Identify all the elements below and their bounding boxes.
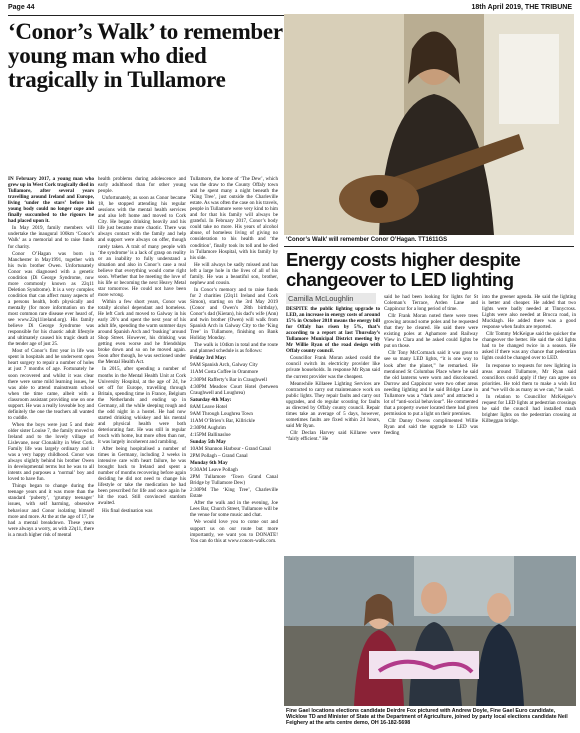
story1-paragraph: Most of Conor’s first year in life was spent in hospitals and he underwent open heart surgery to repair a number of holes at just 7 months of age. Fortunately he soon recovered and whilst it was clear there were some mild learning issues, he was able to attend mainstream school when the time came, albeit with a classroom assistant providing one on one support. He was a really loveable boy and definitely the one the teachers all wanted to cuddle. [8, 348, 94, 421]
story2-column-2 [384, 294, 478, 554]
schedule-item: 2:30PM Rafferty’s Bar in Craughwell [190, 376, 267, 383]
schedule-day: Sunday 5th May [190, 438, 226, 445]
candidates-photo-caption: Fine Gael locations elections candidate Deirdre Fox pictured with Andrew Doyle, Fine Gael Euro candidate, Wicklow TD and Minister of State at the Department of Agriculture, joined by party local elections candidate Neil Feighery at the arts centre demo, OH 16-182-5698 [286, 708, 568, 727]
story1-paragraph: Things began to change during the teenage years and it was more than the standard ‘puberty’, ‘grumpy teenager’ issues, with self harming, obsessive behaviour and Conor isolating himself more and more. At the at the age of 17, he had a mental breakdown. These years were always a worry, as with 22q11, there is a much higher risk of mental [8, 483, 94, 538]
story2-paragraph: Cllr Tony McCormack said it was great to see so many LED lights, “it is one way to look after the planet,” he remarked. He mentioned St Columbas Place where he said the old lanterns were worn and discoloured. Durrow and Cappincur were two other areas needing lighting and he said Bridge Lane in Tullamore was a “dark area” and attracted a lot of “anti-social behaviour”. He commented that a property owner located there had given permission to put a light on their premises. [384, 350, 478, 417]
story2-paragraph: In response to requests for new lighting in areas around Tullamore, Mr Ryan said councillors could apply if they can agree on priorities. He told them to make a wish list and “we will do as many as we can,” he said. [482, 362, 576, 393]
schedule-item: 9AM Through Loughrea Town [190, 410, 253, 417]
page-number: Page 44 [8, 4, 35, 11]
schedule-item: 9:30AM Leave Pollagh [190, 467, 238, 474]
schedule-item: 11AM Costa Coffee in Oranmore [190, 369, 259, 376]
story1-paragraph: Conor O’Hagan was born in Manchester in May1991, together with his twin brother Owen. Unfortunately Conor was diagnosed with a genetic condition (Di George Syndrome, now more commonly known as 22q11 Deletion Syndrome). It is a very complex condition that can affect many aspects of a persons health, both physically and mentally (for more information on the most common rare disease ever heard of, see www.22q11ireland.org). His family believe Di George Syndrome was responsible for his chaotic adult lifestyle and ultimately caused his tragic death at the tender age of just 25. [8, 250, 94, 348]
story1-paragraph: The walk is 104km in total and the route and planned schedule is as follows: [190, 342, 278, 355]
story1-paragraph: In 2015, after spending a number of months in the Mental Health Unit at Cork University Hospital, at the age of 24, he set off for Europe, travelling through Britain, spending time in France, Belgium the Netherlands and ending up in Germany, all the while sleeping rough and the odd night in a hostel. He had now started drinking whiskey and his mental and physical health were both deteriorating fast. He was still in regular touch with home, but more often than not, it was largely incoherent and rambling. [98, 366, 186, 446]
story2-byline: Camilla McLoughlin [286, 293, 376, 304]
schedule-item: 2:30PM The ‘King Tree’, Charleville Estate [190, 487, 278, 500]
schedule-day: Friday 3rd May: [190, 355, 227, 362]
story1-paragraph: We would love you to come out and support us on our route but more importantly, we want you to DONATE! You can do this at www.conors-walk.com. [190, 519, 278, 544]
story1-paragraph: His final destination was [102, 507, 153, 514]
story2-paragraph: Cllr Tommy McKeigue said the quicker the changeover the better. He said the old lights had to be changed twice in a season. He asked if there was any chance that pedestrian lights could be changed over to LED. [482, 331, 576, 362]
conor-photo-caption: ‘Conor’s Walk’ will remember Conor O’Hagan. TT1611GS [286, 237, 448, 243]
schedule-item: 4:15PM Ballinasloe [190, 431, 231, 438]
schedule-item: 2PM Pollagh – Grand Canal [190, 453, 248, 460]
story2-paragraph: In relation to Councillor McKeigue’s request for LED lights at pedestrian crossings he said the council had installed mash brighter lights on the pedestrian crossing at Kilbeggan bridge. [482, 393, 576, 424]
story2-column-1 [286, 306, 380, 554]
story2-paragraph: Meanwhile Killaeee Lighting Services are contracted to carry out maintenance work on public lights. They repair faults and carry out upgrades, and do regular scouting for faults as directed by Offaly county council. Repair times take an average of 5 days, however, sometimes faults are fixed within 24 hours, said Mr Ryan. [286, 380, 380, 429]
schedule-item: 10AM Shannon Harbour - Grand Canal [190, 445, 271, 452]
story2-paragraph: Councillor Frank Moran asked could the council switch its electricity provider like private households. In response Mr Ryan said the current provider was the cheapest. [286, 355, 380, 380]
story1-paragraph: He will always be sadly missed and has left a large hole in the lives of all of his family. He was a beautiful son, brother, nephew and cousin. [190, 261, 278, 286]
story1-paragraph: Within a few short years, Conor was totally alcohol dependant and homeless. He left Cork and moved to Galway in his early 20’s and spent the next year of his adult life, spending the warm summer days around Spanish Arch and ‘busking’ around Shop Street. However, his drinking was getting even worse and he friendships broke down and so on he moved again. Soon after though, he was sectioned under the Mental Health Act. [98, 298, 186, 366]
schedule-item: 4:30PM Meadow Court Hotel (between Craughwell and Loughrea) [190, 383, 278, 396]
story2-paragraph: into the greener agenda. He said the lighting is better and cheaper. He added that two lights were badly needed at Tinnycross. Lights were also needed at Brocca road, in Mucklagh. He added there was a good response when faults are reported. [482, 294, 576, 331]
story1-column-3 [190, 176, 278, 728]
story1-paragraph: After being hospitalised a number of times in Germany, including 2 weeks in intensive care with heart failure, he was brought back to Ireland and spent a number of months recovering before again deciding he did not need to change his lifestyle or take the medication he had been prescribed for life and once again he hit the road. Still convinced stardom awaited. [98, 446, 186, 507]
story1-paragraph: health problems during adolescence and early adulthood than for other young people. [98, 176, 186, 195]
story1-lead-paragraph: IN February 2017, a young man who grew up in West Cork tragically died in Tullamore, after several years travelling around Ireland and Europe, living ‘under the stars’ before his young body could no longer cope and finally succumbed to the rigours he had placed upon it. [8, 176, 94, 225]
story1-paragraph: In Conor’s memory and to raise funds for 2 charities (22q11 Ireland and Cork Simon), starting on the 3rd May 2019 (Conor and Owen’s 28th birthday), Conor’s dad (Kieran), his dad’s wife (Ann) and twin brother (Owen) will walk from Spanish Arch in Galway City to the ‘King Tree’ in Tullamore, finishing on Bank Holiday Monday. [190, 286, 278, 342]
story1-paragraph: Unfortunately, as soon as Conor became 18, he stopped attending his regular sessions with the mental health services and also left home and moved to Cork City. He began drinking heavily and his life just became more chaotic. There was always contact with the family and help and support were always on offer, though rarely taken. A trait of many people with ‘the syndrome’ is a lack of grasp on reality or an inability to fully understand a situation and also in Conor’s case a real believe that everything would come right soon. Whether that be meeting the love of his life or becoming the next Heavy Metal star tomorrow. He could not have been more wrong. [98, 195, 186, 298]
story2-paragraph: said he had been looking for lights for St Coleman’s Terrace, Arden Lane and Cappincur for a long period of time. [384, 294, 478, 313]
story2-lead-paragraph: DESPITE the public lighting upgrade to LED, an increase in energy costs of around 15% in October 2018 means the energy bill for Offaly has risen by 5%, that’s according to a report at last Thursday’s Tullamore Municipal District meeting by Mr Willie Ryan of the road design with Offaly county council. [286, 306, 380, 355]
section-divider [284, 246, 574, 247]
issue-date: 18th April 2019, THE TRIBUNE [471, 4, 572, 11]
conor-photo-illustration [284, 14, 574, 235]
schedule-item: 8AM Leave Hotel [190, 403, 228, 410]
story2-headline: Energy costs higher despite changeover to LED lighting [286, 249, 521, 290]
story2-paragraph: Cllr Declan Harvey said Killaree were “fairly efficient.” He [286, 429, 380, 442]
story1-paragraph: When the boys were just 5 and their older sister Louise 7, the family moved to Ireland and to the lovely village of Lislevane, near Clonakilty in West Cork. Family life was largely ordinary and it was a very happy childhood. Conor was always slightly behind his brother Owen in developmental terms but he was to all intents and purposes a ‘normal’ boy and loved to have fun. [8, 421, 94, 483]
story1-paragraph: After the walk and in the evening, Joe Lees Bar, Church Street, Tullamore will be the venue for some music and chat. [190, 500, 278, 519]
story2-paragraph: Cllr Frank Moran noted there were trees growing around some poles and he requested that they be cleared. He said there were existing poles at Aghamore and Railway View in Clara and he asked could lights be put on those. [384, 313, 478, 350]
story1-column-2 [98, 176, 186, 728]
schedule-item: 9AM Spanish Arch, Galway City [190, 362, 258, 369]
candidates-photo-illustration [284, 556, 576, 706]
candidates-photo [284, 556, 576, 706]
conor-photo [284, 14, 574, 235]
schedule-day: Monday 6th May [190, 460, 228, 467]
story1-column-1 [8, 176, 94, 728]
story1-paragraph: Tullamore, the home of ‘The Dew’, which was the draw to the County Offaly town and he spent many a night beneath the ‘King Tree’, just outside the Charleville estate. As was often the case on his travels, people in Tullamore were very kind to him and for that his family will always be grateful. In February 2017, Conor’s body could take no more. His years of alcohol abuse, of homeless living of giving no consideration to his health and ‘the condition’, finally took its toll and he died in Tullamore Hospital, with his family by his side. [190, 176, 278, 261]
story1-paragraph: In May 2019, family members will undertake the inaugural 100km ‘Conor’s Walk’ as a memorial and to raise funds for charity. [8, 225, 94, 250]
story1-headline: ‘Conor’s Walk’ to remember young man who died tragically in Tullamore [8, 19, 283, 92]
schedule-item: 2:30PM Aughrim [190, 424, 226, 431]
schedule-day: Saturday 4th May: [190, 396, 232, 403]
story2-paragraph: Cllr Danny Owens complimented Willie Ryan and said the upgrade to LED was feeding [384, 417, 478, 437]
schedule-item: 11AM O’Brien’s Bar, Killrickle [190, 417, 255, 424]
schedule-item: 2PM Tullamore ‘Town Grand Canal Bridge by Tullamore Dew) [190, 474, 278, 487]
story2-column-3 [482, 294, 576, 554]
